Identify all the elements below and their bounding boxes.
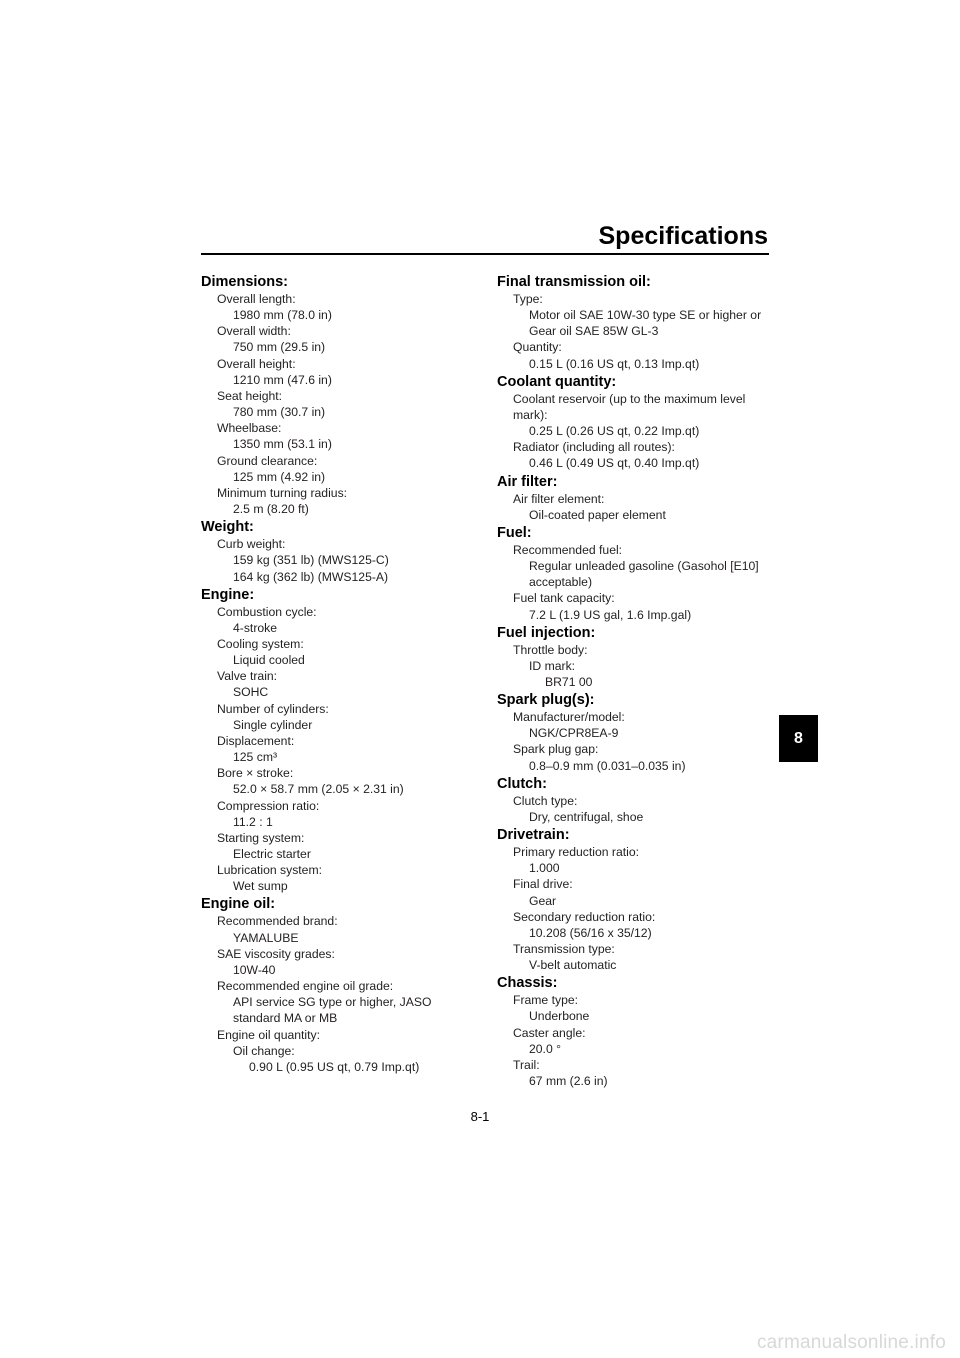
spec-value: 0.46 L (0.49 US qt, 0.40 Imp.qt): [529, 456, 700, 471]
spec-value: Wet sump: [233, 879, 288, 894]
spec-value: acceptable): [529, 575, 593, 590]
spec-value: Gear oil SAE 85W GL-3: [529, 324, 659, 339]
spec-label: Clutch type:: [513, 793, 578, 808]
spec-value: V-belt automatic: [529, 958, 617, 973]
spec-value: YAMALUBE: [233, 930, 299, 945]
spec-value: 750 mm (29.5 in): [233, 340, 326, 355]
spec-label: Coolant reservoir (up to the maximum level: [513, 391, 746, 406]
spec-label: Air filter element:: [513, 491, 605, 506]
spec-value: 0.8–0.9 mm (0.031–0.035 in): [529, 758, 686, 773]
spec-label: Combustion cycle:: [217, 604, 317, 619]
spec-label: Overall width:: [217, 324, 291, 339]
spec-value: 0.15 L (0.16 US qt, 0.13 Imp.qt): [529, 356, 700, 371]
spec-value: NGK/CPR8EA-9: [529, 726, 619, 741]
spec-value: 11.2 : 1: [233, 814, 273, 829]
spec-value: 10.208 (56/16 x 35/12): [529, 925, 652, 940]
spec-label: Recommended fuel:: [513, 542, 623, 557]
spec-label: SAE viscosity grades:: [217, 946, 335, 961]
spec-value: 52.0 × 58.7 mm (2.05 × 2.31 in): [233, 782, 404, 797]
section-heading: Engine oil:: [201, 896, 276, 913]
spec-section: [497, 691, 772, 774]
spec-label: Engine oil quantity:: [217, 1027, 320, 1042]
spec-value: 125 mm (4.92 in): [233, 469, 326, 484]
spec-value: Gear: [529, 893, 557, 908]
spec-value: Dry, centrifugal, shoe: [529, 809, 644, 824]
section-heading: Dimensions:: [201, 274, 289, 290]
spec-label: Minimum turning radius:: [217, 485, 348, 500]
spec-value: 0.25 L (0.26 US qt, 0.22 Imp.qt): [529, 424, 700, 439]
spec-label: Valve train:: [217, 669, 278, 684]
spec-section: [497, 473, 772, 523]
spec-label: Number of cylinders:: [217, 701, 329, 716]
spec-label: Ground clearance:: [217, 453, 318, 468]
spec-value: 20.0 °: [529, 1041, 561, 1056]
spec-value: 0.90 L (0.95 US qt, 0.79 Imp.qt): [249, 1059, 420, 1074]
spec-value: SOHC: [233, 685, 269, 700]
spec-value: 2.5 m (8.20 ft): [233, 502, 309, 517]
spec-section: [497, 624, 772, 690]
spec-label: Compression ratio:: [217, 798, 320, 813]
spec-value: Liquid cooled: [233, 653, 305, 668]
spec-label: Overall length:: [217, 292, 296, 306]
spec-value: 7.2 L (1.9 US gal, 1.6 Imp.gal): [529, 607, 692, 622]
spec-section: [497, 974, 772, 1089]
spec-value: 1980 mm (78.0 in): [233, 308, 332, 323]
spec-label: Primary reduction ratio:: [513, 845, 639, 860]
spec-value: 1350 mm (53.1 in): [233, 437, 332, 452]
spec-value: 125 cm³: [233, 750, 278, 765]
spec-label: Bore × stroke:: [217, 766, 294, 781]
spec-value: 67 mm (2.6 in): [529, 1074, 608, 1089]
spec-label: Type:: [513, 292, 543, 306]
spec-section: [497, 775, 772, 825]
section-heading: Chassis:: [497, 975, 558, 992]
section-heading: Air filter:: [497, 473, 558, 490]
section-heading: Coolant quantity:: [497, 373, 617, 390]
spec-label: Recommended engine oil grade:: [217, 979, 394, 994]
spec-label: Manufacturer/model:: [513, 710, 625, 725]
spec-label: Trail:: [513, 1057, 540, 1072]
spec-section: [497, 826, 772, 973]
spec-label: Caster angle:: [513, 1025, 586, 1040]
spec-value: API service SG type or higher, JASO: [233, 995, 432, 1010]
spec-label: Wheelbase:: [217, 421, 282, 436]
chapter-tab: 8: [779, 715, 818, 762]
spec-value: 164 kg (362 lb) (MWS125-A): [233, 569, 389, 584]
spec-label: Spark plug gap:: [513, 742, 599, 757]
spec-section: [497, 524, 772, 623]
spec-value: 10W-40: [233, 962, 276, 977]
spec-value: Electric starter: [233, 847, 311, 861]
spec-label: Seat height:: [217, 388, 283, 403]
section-heading: Spark plug(s):: [497, 692, 595, 709]
spec-value: Oil change:: [233, 1043, 295, 1058]
section-heading: Fuel:: [497, 524, 532, 541]
spec-label: Radiator (including all routes):: [513, 440, 675, 455]
page-number: 8-1: [470, 1109, 490, 1124]
spec-label: Curb weight:: [217, 537, 286, 552]
spec-label: Lubrication system:: [217, 863, 322, 878]
spec-label: Displacement:: [217, 733, 295, 748]
spec-label: Recommended brand:: [217, 914, 338, 929]
spec-label: mark):: [513, 407, 548, 422]
spec-section: [201, 518, 476, 584]
page-title: Specifications: [598, 222, 768, 250]
spec-label: Throttle body:: [513, 642, 588, 657]
section-heading: Final transmission oil:: [497, 274, 651, 290]
spec-section: [497, 273, 772, 372]
spec-value: 159 kg (351 lb) (MWS125-C): [233, 553, 389, 568]
spec-value: Regular unleaded gasoline (Gasohol [E10]: [529, 559, 759, 574]
spec-value: 1210 mm (47.6 in): [233, 372, 332, 387]
right-column: [497, 272, 772, 1089]
spec-section: [201, 273, 476, 517]
spec-value: Oil-coated paper element: [529, 507, 666, 522]
section-heading: Weight:: [201, 519, 254, 536]
spec-label: Overall height:: [217, 356, 296, 371]
spec-label: Frame type:: [513, 993, 579, 1008]
spec-label: Transmission type:: [513, 942, 615, 956]
spec-value: 4-stroke: [233, 620, 278, 635]
spec-value: Motor oil SAE 10W-30 type SE or higher or: [529, 308, 762, 323]
spec-section: [201, 586, 476, 895]
spec-label: Final drive:: [513, 877, 573, 892]
spec-label: Fuel tank capacity:: [513, 591, 615, 606]
spec-label: Cooling system:: [217, 636, 304, 651]
spec-label: Starting system:: [217, 830, 305, 845]
section-heading: Engine:: [201, 586, 255, 603]
left-column: [201, 272, 476, 1075]
spec-section: [497, 373, 772, 472]
spec-value: ID mark:: [529, 658, 576, 673]
spec-section: [201, 895, 476, 1075]
spec-value: 780 mm (30.7 in): [233, 405, 326, 420]
spec-label: Quantity:: [513, 340, 562, 355]
spec-value: Underbone: [529, 1009, 590, 1024]
watermark: carmanualsonline.info: [756, 1332, 946, 1353]
title-rule: [201, 253, 769, 255]
spec-label: Secondary reduction ratio:: [513, 909, 656, 924]
spec-value: 1.000: [529, 861, 560, 876]
section-heading: Fuel injection:: [497, 624, 596, 641]
spec-value: standard MA or MB: [233, 1011, 338, 1026]
spec-value: BR71 00: [545, 674, 593, 689]
section-heading: Clutch:: [497, 775, 547, 792]
spec-value: Single cylinder: [233, 717, 313, 732]
section-heading: Drivetrain:: [497, 827, 570, 844]
